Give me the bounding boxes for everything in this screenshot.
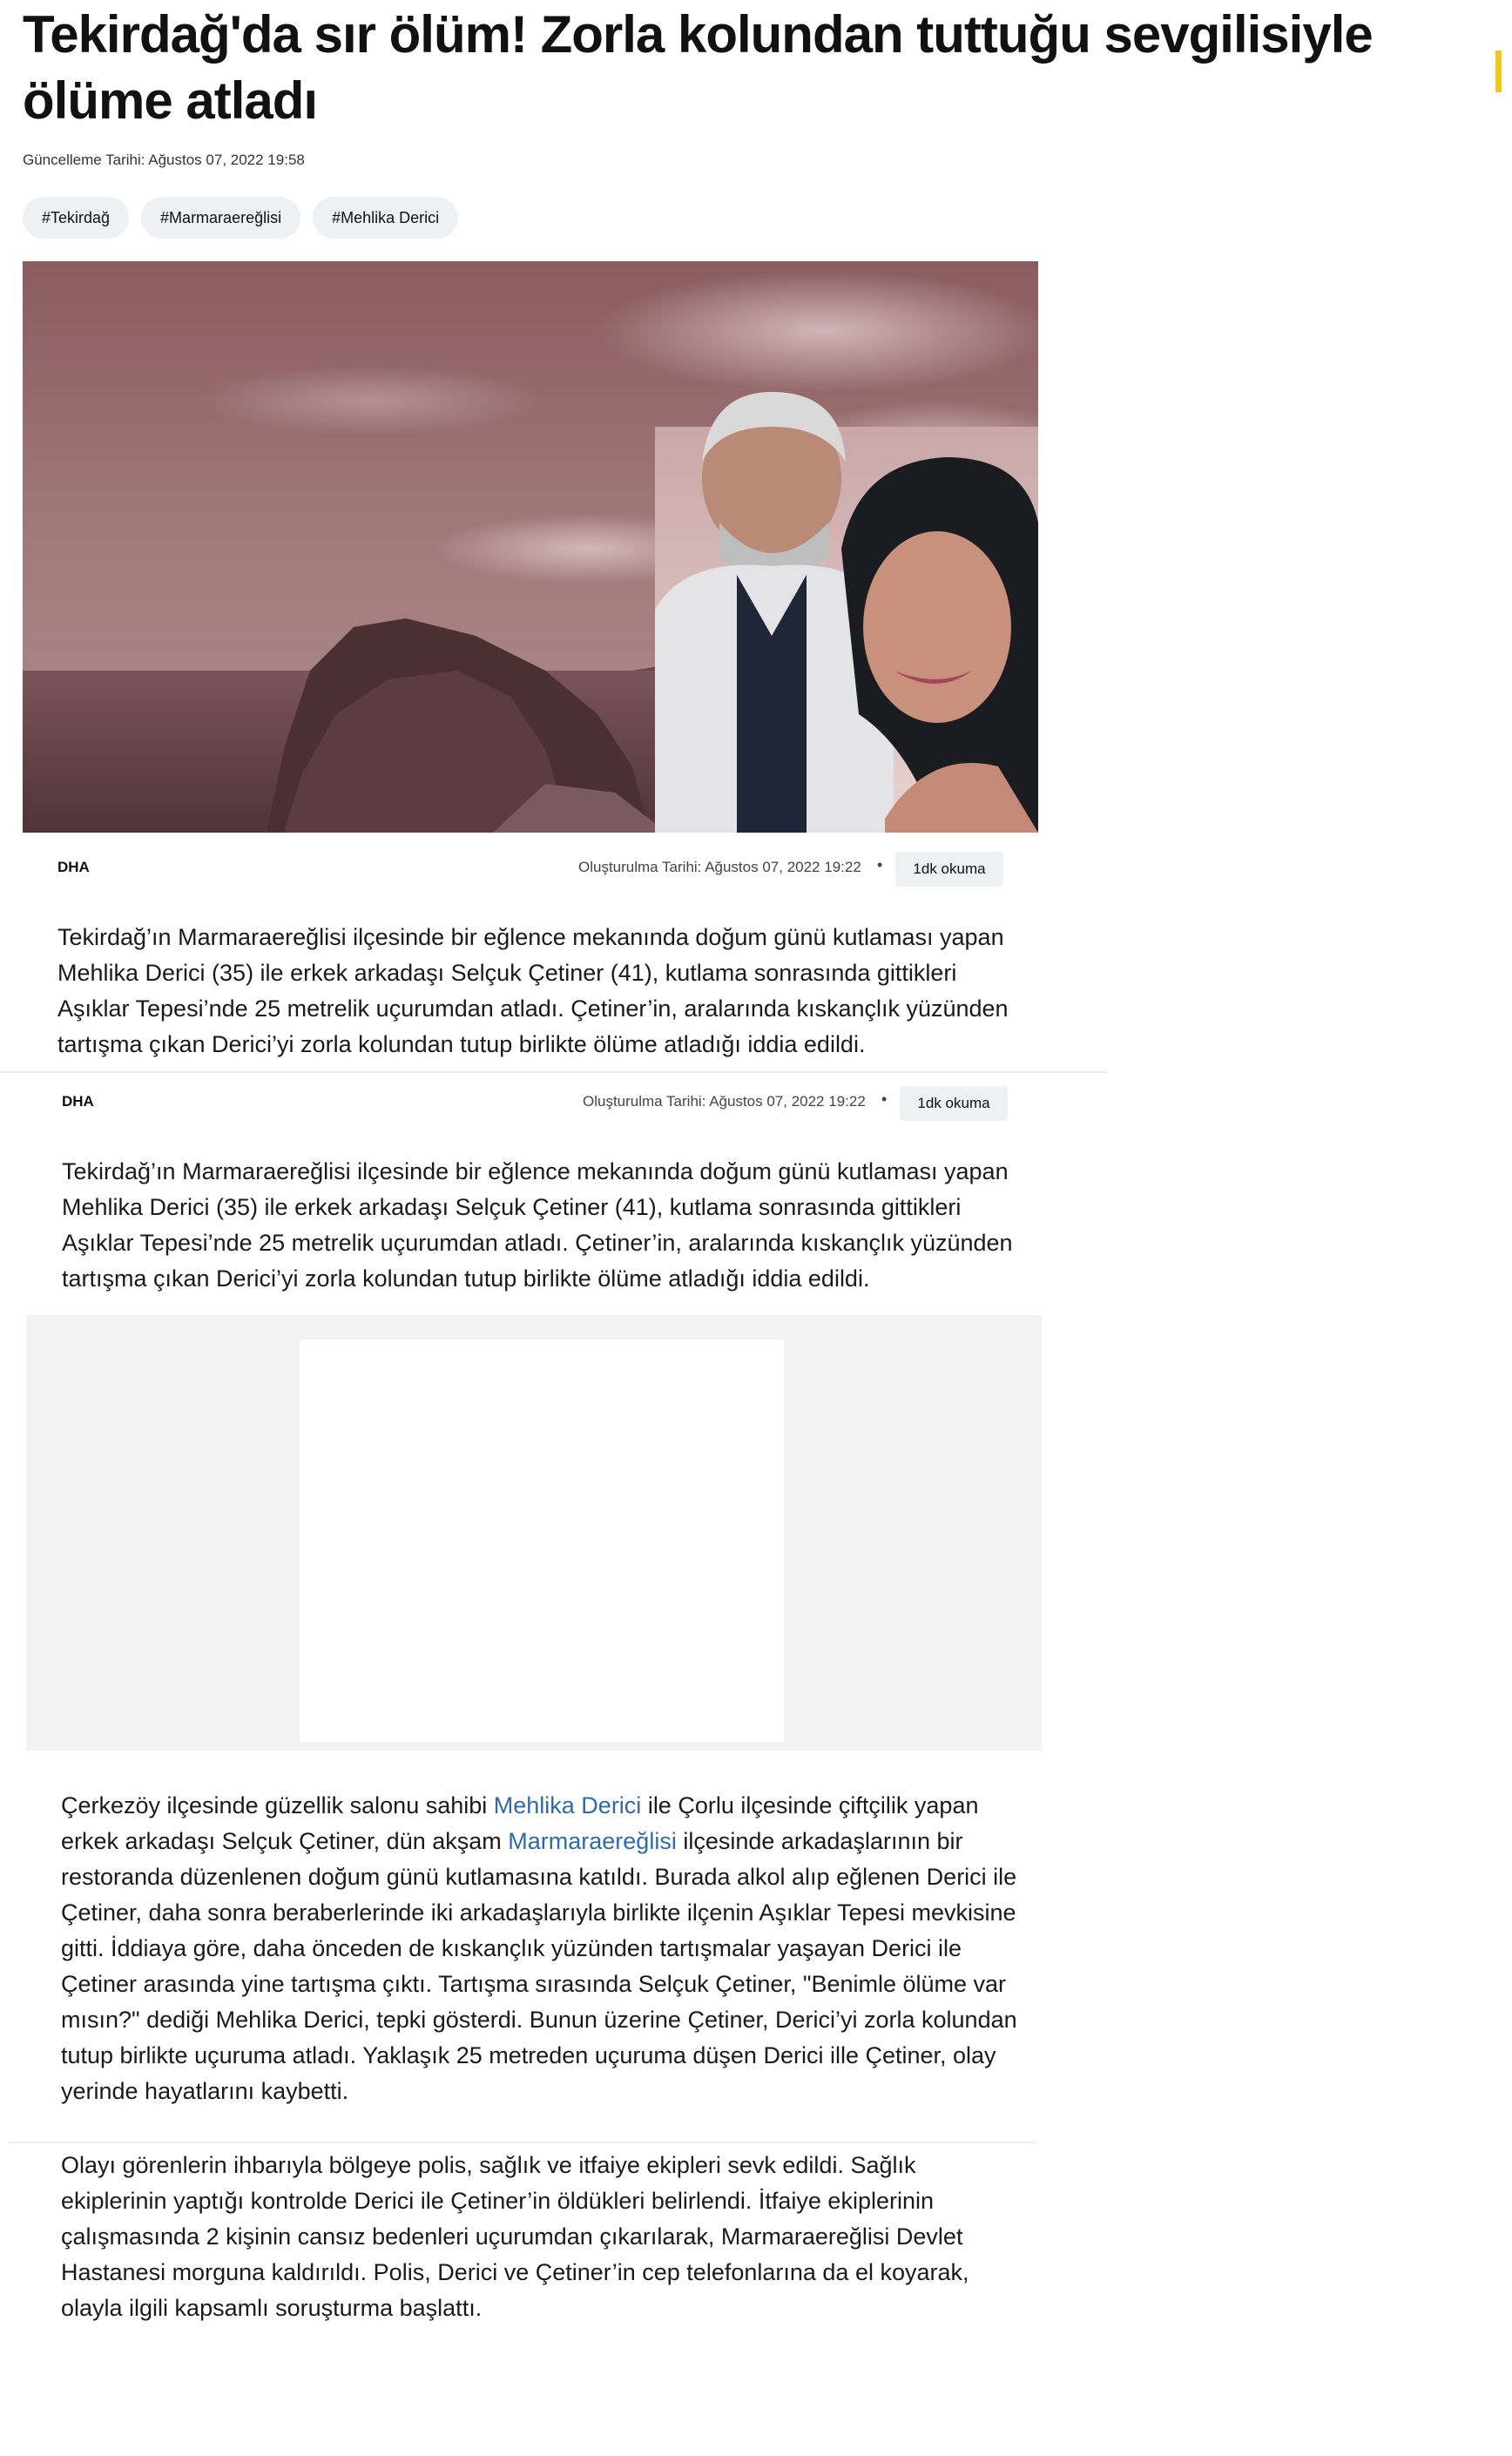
body-text: Çerkezöy ilçesinde güzellik salonu sahibi xyxy=(61,1792,494,1818)
ad-slot[interactable] xyxy=(300,1339,784,1742)
tag-marmaraereglisi[interactable]: #Marmaraereğlisi xyxy=(141,197,300,239)
read-time-badge: 1dk okuma xyxy=(895,852,1003,887)
article-meta xyxy=(0,852,1108,887)
updated-date: Güncelleme Tarihi: Ağustos 07, 2022 19:58 xyxy=(23,152,305,168)
hero-image xyxy=(23,261,1038,833)
article-title: Tekirdağ'da sır ölüm! Zorla kolundan tuttuğu sevgilisiyle ölüme atladı xyxy=(23,5,1373,130)
accent-bar xyxy=(1495,51,1502,92)
article-summary-repeat: Tekirdağ’ın Marmaraereğlisi ilçesinde bir eğlence mekanında doğum günü kutlaması yapan Mehlika Derici (35) ile erkek arkadaşı Selçuk Çetiner (41), kutlama sonrasında gittikleri Aşıklar Tepesi’nde 25 metrelik uçurumdan atladı. Çetiner’in, aralarında kıskançlık yüzünden tartışma çıkan Derici’yi zorla kolundan tutup birlikte ölüme atladığı iddia edildi. xyxy=(62,1158,1013,1292)
link-mehlika-derici[interactable]: Mehlika Derici xyxy=(493,1792,642,1818)
tag-list xyxy=(23,197,458,239)
advertisement-area xyxy=(26,1315,1042,1751)
article-summary: Tekirdağ’ın Marmaraereğlisi ilçesinde bir eğlence mekanında doğum günü kutlaması yapan Mehlika Derici (35) ile erkek arkadaşı Selçuk Çetiner (41), kutlama sonrasında gittikleri Aşıklar Tepesi’nde 25 metrelik uçurumdan atladı. Çetiner’in, aralarında kıskançlık yüzünden tartışma çıkan Derici’yi zorla kolundan tutup birlikte ölüme atladığı iddia edildi. xyxy=(57,924,1009,1057)
article-meta-repeat xyxy=(4,1086,1112,1121)
source-label: DHA xyxy=(62,1093,94,1110)
read-time-badge: 1dk okuma xyxy=(900,1086,1008,1121)
link-marmaraereglisi[interactable]: Marmaraereğlisi xyxy=(508,1828,677,1854)
divider xyxy=(9,2142,1036,2143)
tag-mehlika-derici[interactable]: #Mehlika Derici xyxy=(313,197,458,239)
tag-tekirdag[interactable]: #Tekirdağ xyxy=(23,197,129,239)
body-paragraph-2: Olayı görenlerin ihbarıyla bölgeye polis, sağlık ve itfaiye ekipleri sevk edildi. Sağlık ekiplerinin yaptığı kontrolde Derici ile Çetiner’in öldükleri belirlendi. İtfaiye ekiplerinin çalışmasında 2 kişinin cansız bedenleri uçurumdan çıkarılarak, Marmaraereğlisi Devlet Hastanesi morguna kaldırıldı. Polis, Derici ve Çetiner’in cep telefonlarına da el koyarak, olayla ilgili kapsamlı soruşturma başlattı. xyxy=(61,2152,969,2321)
divider xyxy=(0,1071,1108,1073)
body-paragraph-1 xyxy=(61,1788,1019,2109)
body-text: ilçesinde arkadaşlarının bir restoranda düzenlenen doğum günü kutlamasına katıldı. Burada alkol alıp eğlenen Derici ile Çetiner, daha sonra beraberlerinde iki arkadaşlarıyla birlikte ilçenin Aşıklar Tepesi mevkisine gitti. İddiaya göre, daha önceden de kıskançlık yüzünden tartışmalar yaşayan Derici ile Çetiner arasında yine tartışma çıktı. Tartışma sırasında Selçuk Çetiner, "Benimle ölüme var mısın?" dediği Mehlika Derici, tepki gösterdi. Bunun üzerine Çetiner, Derici’yi zorla kolundan tutup birlikte uçuruma atladı. Yaklaşık 25 metreden uçuruma düşen Derici ille Çetiner, olay yerinde hayatlarını kaybetti. xyxy=(61,1828,1017,2104)
meta-separator: • xyxy=(881,1090,888,1108)
source-label: DHA xyxy=(57,859,90,875)
created-date: Oluşturulma Tarihi: Ağustos 07, 2022 19:22 xyxy=(578,859,861,875)
created-date: Oluşturulma Tarihi: Ağustos 07, 2022 19:22 xyxy=(583,1093,866,1110)
meta-separator: • xyxy=(877,856,883,874)
body-text: ile Çorlu ilçesinde çiftçilik yapan erkek arkadaşı Selçuk Çetiner, dün akşam xyxy=(61,1792,979,1854)
